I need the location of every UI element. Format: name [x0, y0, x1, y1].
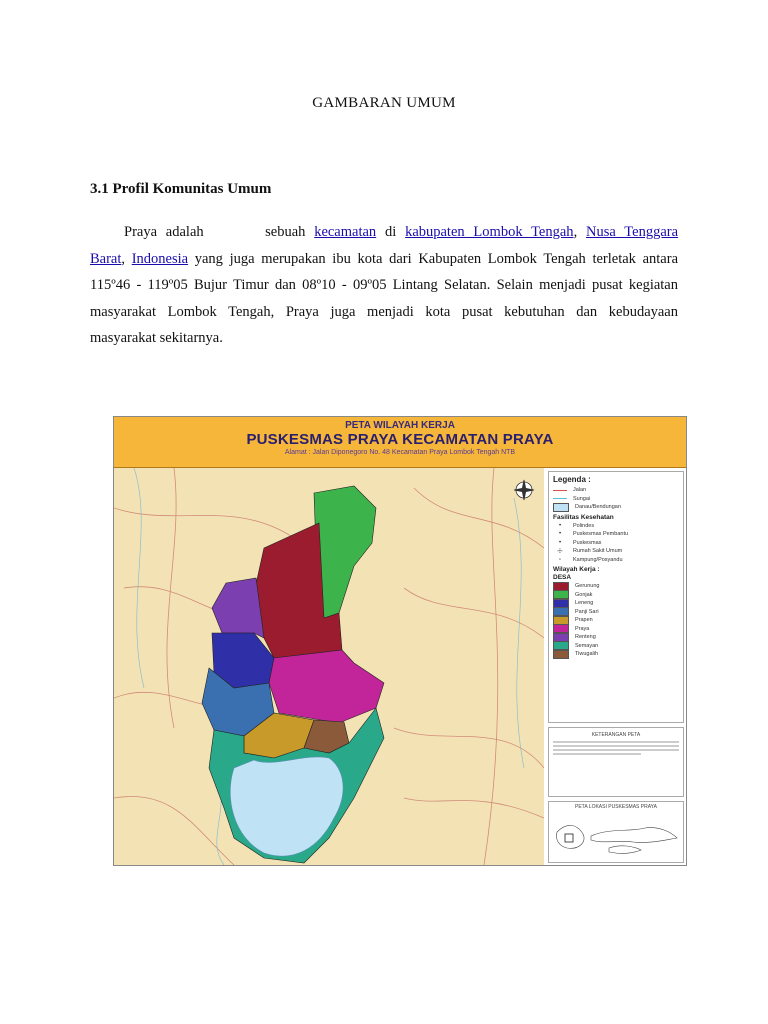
legend-label: Panji Sari [575, 608, 599, 615]
square-icon: ▫ [558, 556, 562, 563]
river-line-icon [553, 498, 567, 499]
legend-label: Jalan [573, 487, 587, 494]
hospital-icon: ☩ [557, 549, 563, 556]
paragraph-line-1 [90, 219, 678, 246]
legend-label: Prapen [575, 617, 593, 624]
map-notes-title: KETERANGAN PETA [591, 732, 641, 738]
body-paragraph [90, 219, 678, 352]
paragraph-line-3: 115º46 - 119º05 Bujur Timur dan 08º10 - 09º05 Lintang Selatan. Selain menjadi pusat kegiatan [90, 277, 678, 293]
legend-label: Danau/Bendungan [575, 504, 621, 511]
legend-label: Renteng [575, 634, 596, 641]
link-barat[interactable]: Barat [90, 250, 122, 267]
text-di: di [384, 224, 397, 240]
text-comma: , [121, 250, 126, 267]
legend-row-danau [553, 503, 679, 512]
dot-icon: • [558, 522, 562, 529]
legend-heading-wilayah: Wilayah Kerja : [553, 566, 600, 573]
legend-row-kampung [553, 556, 679, 565]
dot-icon: • [558, 539, 562, 546]
legend-label: Rumah Sakit Umum [573, 548, 623, 555]
legend-label: Semayan [575, 642, 599, 649]
legend-row-desa [553, 633, 679, 642]
map-header-subtitle: PUSKESMAS PRAYA KECAMATAN PRAYA [246, 431, 554, 448]
legend-label: Gerunung [575, 583, 600, 590]
paragraph-line-4: masyarakat Lombok Tengah, Praya juga menjadi kota pusat kebutuhan dan kebudayaan [90, 303, 678, 320]
text-sebuah: sebuah [265, 224, 306, 240]
legend-row-desa [553, 616, 679, 625]
location-inset-title: PETA LOKASI PUSKESMAS PRAYA [575, 804, 657, 810]
notes-text-placeholder [553, 753, 641, 755]
text-line-2: yang juga merupakan ibu kota dari Kabupaten Lombok Tengah terletak antara [194, 250, 679, 267]
legend-label: Polindes [573, 522, 595, 529]
legend-label: Puskesmas [573, 539, 602, 546]
legend-label: Puskesmas Pembantu [573, 531, 629, 538]
notes-text-placeholder [553, 745, 679, 747]
legend-label: Gonjak [575, 591, 593, 598]
paragraph-line-5: masyarakat sekitarnya. [90, 330, 223, 346]
text-praya-adalah: Praya adalah [124, 224, 204, 240]
section-heading: 3.1 Profil Komunitas Umum [90, 181, 272, 197]
road-line-icon [553, 490, 567, 491]
legend-row-desa [553, 642, 679, 651]
location-inset [548, 801, 684, 863]
link-nusa-tenggara[interactable]: Nusa Tenggara [585, 224, 679, 240]
legend-row-desa [553, 591, 679, 600]
link-kabupaten-lombok-tengah[interactable]: kabupaten Lombok Tengah [405, 224, 574, 240]
paragraph-line-2 [90, 246, 678, 273]
link-kecamatan[interactable]: kecamatan [314, 224, 377, 240]
map-legend [548, 471, 684, 723]
legend-row-desa [553, 582, 679, 591]
legend-row-jalan [553, 486, 679, 495]
color-swatch-icon [553, 650, 569, 659]
text-comma: , [573, 224, 578, 240]
legend-row-rsu [553, 547, 679, 556]
map-area [114, 468, 544, 865]
legend-row-pustu [553, 530, 679, 539]
legend-row-desa [553, 650, 679, 659]
legend-row-desa [553, 625, 679, 634]
link-indonesia[interactable]: Indonesia [131, 250, 189, 267]
legend-label: Kampung/Posyandu [573, 556, 623, 563]
legend-label: Tiwugalih [575, 651, 599, 658]
legend-row-puskesmas [553, 539, 679, 548]
notes-text-placeholder [553, 749, 679, 751]
legend-row-desa [553, 599, 679, 608]
legend-label: Praya [575, 625, 590, 632]
location-inset-map [549, 810, 683, 858]
map-figure [113, 416, 687, 866]
map-header-address: Alamat : Jalan Diponegoro No. 48 Kecamatan Praya Lombok Tengah NTB [284, 449, 516, 456]
legend-heading-desa: DESA [553, 574, 572, 581]
legend-label: Sungai [573, 495, 591, 502]
dot-icon: • [558, 531, 562, 538]
map-notes-box [548, 727, 684, 797]
lake-swatch-icon [553, 503, 569, 512]
legend-row-polindes [553, 522, 679, 531]
legend-row-sungai [553, 495, 679, 504]
page-title: GAMBARAN UMUM [312, 95, 456, 111]
notes-text-placeholder [553, 741, 679, 743]
legend-heading-fasilitas: Fasilitas Kesehatan [553, 513, 614, 521]
legend-row-desa [553, 608, 679, 617]
map-header [114, 417, 686, 468]
map-header-title: PETA WILAYAH KERJA [345, 420, 455, 431]
legend-label: Leneng [575, 600, 594, 607]
legend-title: Legenda : [553, 475, 591, 484]
